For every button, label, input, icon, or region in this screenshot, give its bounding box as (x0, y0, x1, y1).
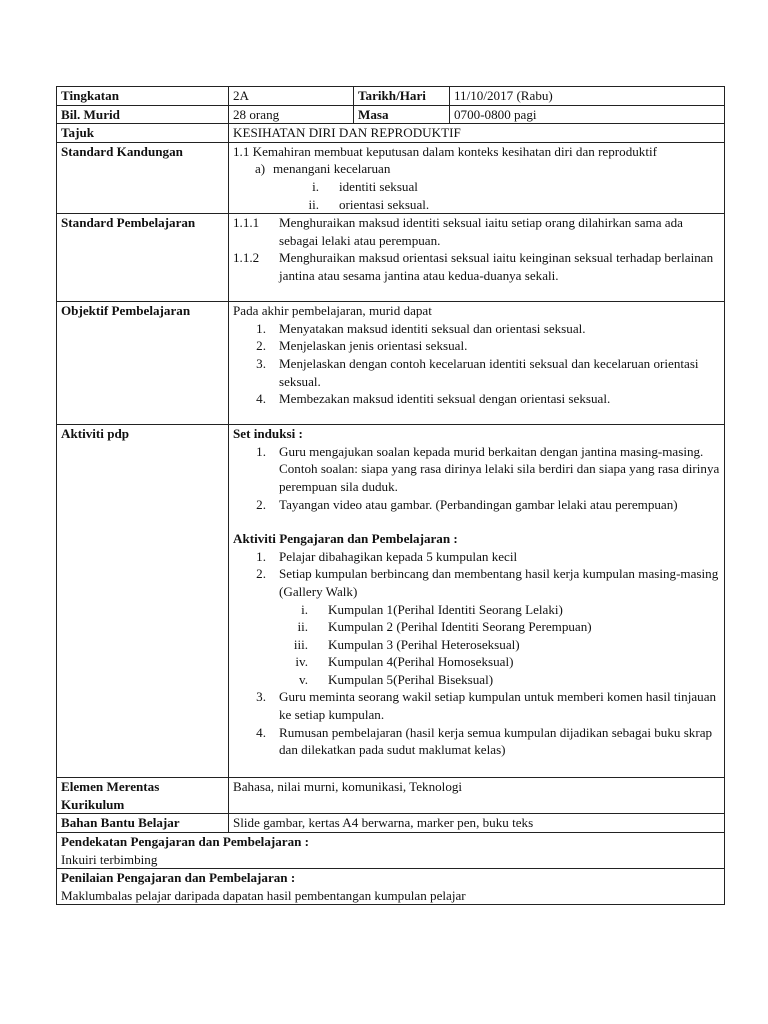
obj-item-text: Membezakan maksud identiti seksual dengan orientasi seksual. (279, 391, 611, 407)
obj-item-key: 3. (256, 355, 266, 371)
group-item-key: i. (301, 601, 308, 617)
sk-item (233, 178, 720, 196)
set-item (233, 496, 720, 514)
sp-item (233, 249, 720, 284)
value-objektif (229, 302, 725, 425)
group-item-text: Kumpulan 2 (Perihal Identiti Seorang Perempuan) (328, 619, 592, 635)
sp-item-text: Menghuraikan maksud identiti seksual iaitu setiap orang dilahirkan sama ada sebagai lelaki atau perempuan. (279, 215, 683, 248)
group-item-text: Kumpulan 3 (Perihal Heteroseksual) (328, 636, 520, 652)
spacer (233, 513, 720, 530)
sk-line1: 1.1 Kemahiran membuat keputusan dalam konteks kesihatan diri dan reproduktif (233, 143, 657, 159)
row-murid (57, 105, 725, 124)
group-item (233, 671, 720, 689)
label-elemen: Elemen Merentas Kurikulum (57, 778, 229, 814)
obj-item-key: 2. (256, 338, 266, 354)
label-standard-kandungan: Standard Kandungan (57, 142, 229, 213)
group-item (233, 653, 720, 671)
label-tingkatan: Tingkatan (57, 87, 229, 106)
obj-item (233, 355, 720, 390)
sk-item-text: orientasi seksual. (339, 196, 430, 212)
sk-item (233, 196, 720, 214)
sk-sub (233, 160, 720, 178)
group-item-text: Kumpulan 4(Perihal Homoseksual) (328, 654, 514, 670)
obj-item-text: Menyatakan maksud identiti seksual dan orientasi seksual. (279, 320, 586, 336)
value-elemen: Bahasa, nilai murni, komunikasi, Teknologi (229, 778, 725, 814)
sk-item-key: i. (312, 178, 319, 194)
row-bahan (57, 814, 725, 833)
app-item-text: Pelajar dibahagikan kepada 5 kumpulan kecil (279, 548, 518, 564)
obj-item-key: 1. (256, 320, 266, 336)
app-item (233, 688, 720, 723)
value-standard-kandungan (229, 142, 725, 213)
group-item (233, 636, 720, 654)
row-aktiviti (57, 425, 725, 778)
sk-item-key: ii. (308, 196, 319, 212)
obj-item (233, 390, 720, 408)
label-objektif: Objektif Pembelajaran (57, 302, 229, 425)
sp-item-key: 1.1.1 (233, 215, 260, 231)
row-objektif (57, 302, 725, 425)
obj-item-text: Menjelaskan dengan contoh kecelaruan identiti seksual dan kecelaruan orientasi seksual. (279, 355, 699, 389)
app-item-text: Guru meminta seorang wakil setiap kumpulan untuk memberi komen hasil tinjauan ke setiap kumpulan. (279, 689, 717, 723)
sk-sub-text: menangani kecelaruan (273, 161, 391, 177)
sp-item-text: Menghuraikan maksud orientasi seksual iaitu keinginan seksual terhadap berlainan jantina atau sesama jantina atau kedua-duanya sekali. (279, 250, 714, 283)
set-item-text: Tayangan video atau gambar. (Perbandingan gambar lelaki atau perempuan) (279, 496, 678, 512)
set-item-text: Guru mengajukan soalan kepada murid berkaitan dengan jantina masing-masing. Contoh soalan: siapa yang rasa dirinya lelaki sila berdiri dan siapa yang rasa dirinya perempuan sila duduk. (279, 443, 720, 494)
group-item-text: Kumpulan 5(Perihal Biseksual) (328, 671, 494, 687)
group-item (233, 601, 720, 619)
group-item-key: iv. (295, 654, 308, 670)
row-penilaian (57, 869, 725, 905)
value-bahan: Slide gambar, kertas A4 berwarna, marker pen, buku teks (229, 814, 725, 833)
app-heading: Aktiviti Pengajaran dan Pembelajaran : (233, 531, 458, 547)
label-murid: Bil. Murid (57, 105, 229, 124)
set-item-key: 2. (256, 496, 266, 512)
sk-sub-key: a) (255, 161, 266, 177)
row-pendekatan (57, 832, 725, 868)
label-penilaian: Penilaian Pengajaran dan Pembelajaran : (61, 870, 296, 886)
app-item-key: 2. (256, 566, 266, 582)
app-item-key: 1. (256, 548, 266, 564)
row-tajuk (57, 124, 725, 143)
value-tajuk: KESIHATAN DIRI DAN REPRODUKTIF (229, 124, 725, 143)
label-bahan: Bahan Bantu Belajar (57, 814, 229, 833)
obj-item (233, 320, 720, 338)
app-item (233, 565, 720, 600)
row-elemen (57, 778, 725, 814)
group-item-key: v. (299, 671, 308, 687)
value-penilaian: Maklumbalas pelajar daripada dapatan hasil pembentangan kumpulan pelajar (61, 887, 466, 903)
app-item-key: 4. (256, 724, 266, 740)
label-tarikh: Tarikh/Hari (354, 87, 450, 106)
app-item-text: Setiap kumpulan berbincang dan membentang hasil kerja kumpulan masing-masing (Gallery Walk) (279, 566, 719, 599)
obj-item (233, 337, 720, 355)
value-tarikh: 11/10/2017 (Rabu) (450, 87, 725, 106)
row-standard-kandungan (57, 142, 725, 213)
app-item (233, 548, 720, 566)
group-item-key: iii. (293, 636, 308, 652)
sp-item (233, 214, 720, 249)
value-murid: 28 orang (229, 105, 354, 124)
group-item-text: Kumpulan 1(Perihal Identiti Seorang Lelaki) (328, 601, 563, 617)
app-item (233, 724, 720, 759)
value-tingkatan: 2A (229, 87, 354, 106)
obj-intro: Pada akhir pembelajaran, murid dapat (233, 303, 432, 319)
penilaian-cell (57, 869, 725, 905)
value-pendekatan: Inkuiri terbimbing (61, 851, 158, 867)
label-standard-pembelajaran: Standard Pembelajaran (57, 214, 229, 302)
set-induksi-heading: Set induksi : (233, 426, 303, 442)
label-aktiviti: Aktiviti pdp (57, 425, 229, 778)
set-item (233, 443, 720, 496)
row-standard-pembelajaran (57, 214, 725, 302)
label-pendekatan: Pendekatan Pengajaran dan Pembelajaran : (61, 833, 310, 849)
lesson-plan-table (56, 86, 725, 905)
pendekatan-cell (57, 832, 725, 868)
set-item-key: 1. (256, 443, 266, 459)
app-item-key: 3. (256, 689, 266, 705)
label-tajuk: Tajuk (57, 124, 229, 143)
group-item-key: ii. (297, 619, 308, 635)
obj-item-key: 4. (256, 391, 266, 407)
value-standard-pembelajaran (229, 214, 725, 302)
obj-item-text: Menjelaskan jenis orientasi seksual. (279, 338, 468, 354)
app-item-text: Rumusan pembelajaran (hasil kerja semua kumpulan dijadikan sebagai buku skrap dan dilekatkan pada sudut maklumat kelas) (279, 724, 713, 758)
value-aktiviti (229, 425, 725, 778)
value-masa: 0700-0800 pagi (450, 105, 725, 124)
sp-item-key: 1.1.2 (233, 250, 260, 266)
group-item (233, 618, 720, 636)
sk-item-text: identiti seksual (339, 178, 418, 194)
label-masa: Masa (354, 105, 450, 124)
row-tingkatan (57, 87, 725, 106)
